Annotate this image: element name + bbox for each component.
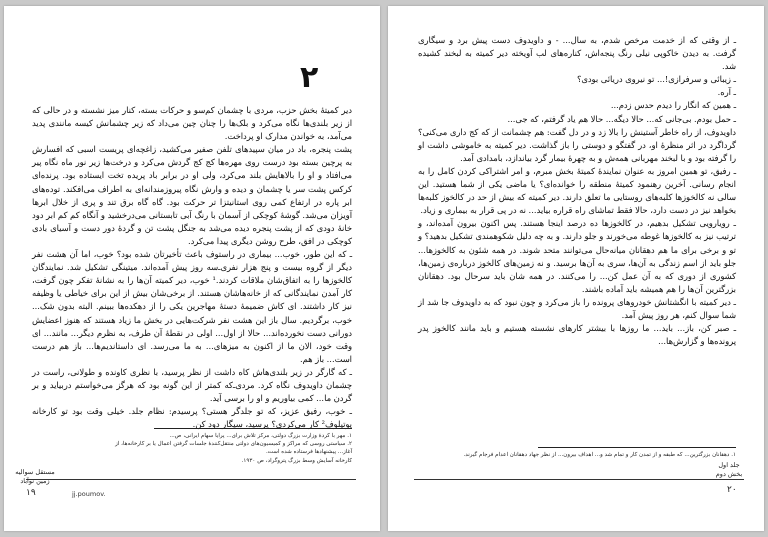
paragraph: ـ خوب، رفیق عزیز، که تو جلدگر هستی؟ پرسیدم: نظام جلد. خیلی وقت بود تو کارخانه پوتیلوف² کار می‌کردی؟ پرسید، سیگار دود کن.: [32, 406, 352, 430]
footnote: کارخانه آسایش وسط بزرگ پتروگراد، ص ۱۹۳۰.: [241, 457, 352, 464]
running-title: جلد اول بخش دوم: [715, 461, 743, 478]
right-footnotes: [428, 451, 736, 459]
paragraph: ـ دیر کمیته با انگشتانش خودروهای پرونده را باز می‌کرد و چون نبود که به داویدوف جا شد از شما سوال کنم، هر روز پیش آمد.: [418, 296, 736, 320]
right-page: [388, 6, 764, 531]
paragraph: داویدوف، از راه خاطر آستینش را بالا زد و در دل گفت: هم چشمانت از که کج داری می‌کنی؟ گرداگرد در اثر منظرهٔ او، در گفتگو و دوستی را باز گذاشت. دیر کمیته به خاموشی داشت او را گرفته بود و با لبخند مهربانی همه‌ش و به چهرهٔ بیمار گرد بیاندازد، بامدادی آمد.: [418, 126, 736, 163]
paragraph: ـ رویارویی تشکیل بدهیم، در کالخوزها ده درصد اینجا هستند. پس اکنون بیرون آمده‌اند، و ترتیب نیز به کالخوزها غوطه می‌خورند و جلو دارند. و به چه دلیل شکوهمندی تشکیل بدهید؟ و تو و برخی برای ما هم دهقانان میانه‌حال می‌توانند متحد شوند. در همه شئون به کالخوز‌ها... جلو باید از اسم زندگی به آن‌ها، سری به آن‌ها برسید. و نه زمین‌های کالخوز درباره‌ی زمین‌ها، کشوری از دوری که به آن عمل کن... را می‌کنند. در همه شان باید سرحال بود. دهقانان بزرگترین آن‌ها را هم همیشه باید آماده باشند.: [418, 218, 736, 294]
paragraph: ـ که این طور، خوب... بیماری در راستوف باعث تأخیرتان شده بود؟ خوب، اما آن هشت نفر دیگر از گروه بیست و پنج هزار نفری‌ـ‌سه روز پیش آمده‌اند. میتینگی تشکیل شد. نمایندگان کالخوزها را به اتفاق‌شان ملاقات کردند.¹ خوب، دیر کمیته آن‌ها را به نشانهٔ تفکر چون گرفت، کار آمدن نمایندگانی که از خانه‌هاشان هستند. از برخی‌شان بیش از این برای خیاطی یا وظیفه نیز کار داشتند. ای کاش ضمیمهٔ دستهٔ مهاجرین یکی را از دهکده‌ها ببینم. البته بدون شک... خوب، برگردیم. سال باز این هشت نفر شرکت‌هایی در بخش ما زیاد هستند که هنوز اعضایش دورانی دست نخورده‌اند... حالا از اول... اولی در نقطهٔ آن طرف، به نظرم دیگر... مانند... ای وقت خود، الان ما از اکنون به میزهای... به ما می‌رسد. ای داستاندیم‌ها... باز هم درست است... باز هم.: [32, 249, 353, 364]
running-title: مستقل سوالیه زمین نوآباد: [15, 468, 55, 485]
paragraph: ـ که گارگر در زیر بلندی‌هاش کاه داشت از نظر پرسید، با نظری کاونده و طولانی، راست در چشمان داویدوف نگاه کرد. مردی‌ـ‌که کمتر از این گونه بود که هرگز می‌خواستم دربیاید و بر گردن ما... کمی بیاوریم و او را برسی آید.: [32, 366, 352, 404]
paragraph: پشت پنجره، باد در میان سپیدهای تلفن صفیر می‌کشید، زاغچه‌ای پریست اسبی که افسارش به پرچین بسته بود درست روی مهره‌ها کج کج گردش می‌کرد و درخت‌ها زیر نور ماه نگاه پیر می‌افتاد و او را بالاهایش بلند می‌کرد، ولی او در برابر باد پریده تخت ایستاده بود. پرنده‌ای کرکس پشت سر یا چشمان و دیده و وارش نگاه پیروزمندانه‌ای به اطراف می‌افکند. توده‌های ابر پاره در ارتفاع کمی روی استانیتزا تر حرکت بود. گاه گاه برق تند و پری از خلال ابرها آویزان می‌شد. گوشهٔ کوچکی از آسمان با رنگ آبی تابستانی می‌درخشید و آنگاه کم کم ابر دود خانهٔ دودی که از پشت پنجره دیده می‌شد به جنگل پشت تن و گردهٔ دور دست و آسیای بادی کوچکی در افق، طرح روشن دیگری پیدا می‌کرد.: [32, 144, 352, 246]
left-page: [4, 6, 380, 531]
paragraph: ـ آره.: [717, 87, 736, 98]
paragraph: ـ از وقتی که از خدمت مرخص شدم، به سال... - و داویدوف دست پیش برد و سیگاری گرفت. به دیدن خاکوپی نیلی رنگ پنجه‌اش، کناره‌های لب آویخته دیر کمیته به لبخند کشیده شد.: [418, 35, 736, 72]
left-body-text: [32, 104, 352, 431]
watermark-text: jj.poumov.: [72, 490, 106, 498]
footnote: ۲. سیاستی روسی که مراکز و کمیسیون‌های دولتی منتقل‌کنندهٔ جلسات گرفتن اعمال یا بر کارخانه‌ها، از آغاز... پیشنهادها فرستاده شده است.: [115, 441, 352, 456]
page-number: ۲۰: [727, 485, 737, 495]
left-footnotes: [104, 432, 352, 465]
footnote: ۱. مهر با کردهٔ وزارت بزرگ دولتی، مرکز تلاش برای... پرایا سهام ایرانی، ص...: [169, 433, 352, 439]
footer-divider: [26, 479, 356, 480]
footnote: ۱. دهقانان بزرگترین... که طبقه و از تمدن کار و تمام شد و... اهداف بیرون... از نظر جهاد دهقانان اعدام فرجام گیرند.: [463, 452, 736, 458]
footer-divider: [414, 479, 744, 480]
paragraph: ـ صبر کن، باز... باید... ما روزها با بیشتر کارهای نشسته هستیم و باید مانند کالخوز پدر پرونده‌ها و گزارش‌ها...: [418, 323, 736, 347]
right-body-text: [418, 34, 736, 348]
paragraph: ـ همین که انگار را دیدم حدس زدم...: [610, 100, 736, 111]
chapter-number: ۲: [300, 60, 319, 95]
paragraph: ـ زیبائی و سرفرازی!... تو نیروی دریائی بودی؟: [576, 74, 736, 85]
paragraph: ـ رفیق، تو همین امروز به عنوان نمایندهٔ کمیتهٔ بخش مبرم، و امر اشتراکی کردن کامل را به انجام رسانی. آخرین رهنمود کمیتهٔ منطقه را خوانده‌ای؟ یا ماضی یکی از شما هستید. این سالی نه کالخوزها کلبه‌های روستایی ما تعلق دارند. دیر کمیته که بیش از حد در کالخوز کلبه‌ها بخواهد نیز در دست دارد، حالا فقط تماشای راه قراره بیاید... نه در پی قرار به بیماری و زیاد.: [418, 165, 736, 216]
footnote-divider: [538, 447, 736, 448]
footnote-divider: [154, 428, 352, 429]
paragraph: ـ حمل بودم. بی‌جانی که... حالا دیگه... حالا هم یاد گرفتم، که جی...: [507, 113, 736, 124]
paragraph: دیر کمیتهٔ بخش حزب، مردی با چشمان کم‌سو و حرکات بسته، کنار میز نشسته و در حالی که از زیر بلندی‌ها نگاه می‌کرد و بلک‌ها را چنان چین می‌داد که زیر چشمانش کیسه مانندی پدید می‌آمد، به خواندن مدارک او پرداخت.: [32, 105, 352, 142]
page-number: ۱۹: [26, 488, 36, 498]
